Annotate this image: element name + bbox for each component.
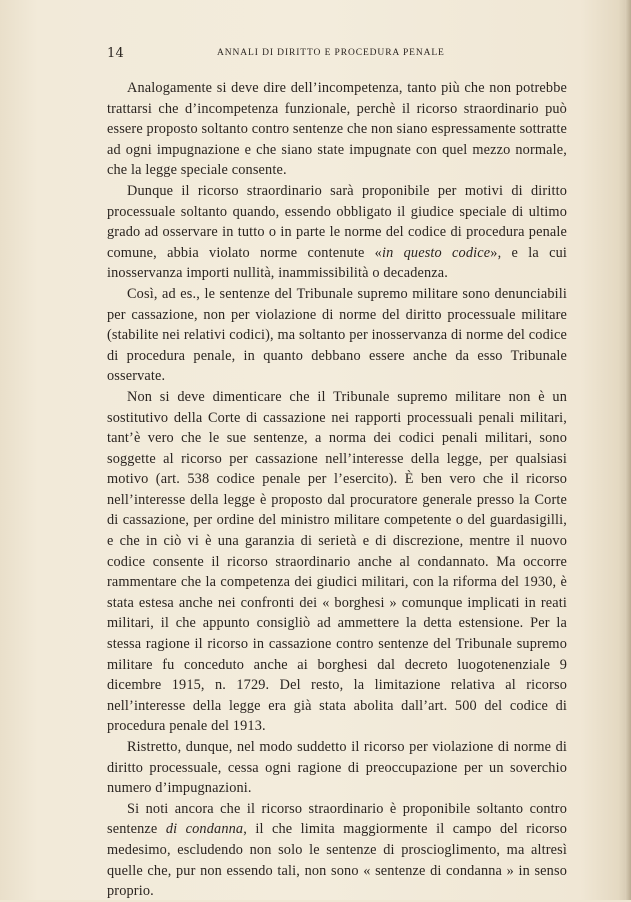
page-edge [625, 0, 631, 900]
paragraph: Così, ad es., le sentenze del Tribunale supremo militare sono denunciabili per cassazione, non per violazione di norme del diritto processuale militare (stabilite nei relativi codici), ma soltanto per inosservanza di norme del codice di procedura penale, in quanto debbano essere anche da esso Tribunale osservate. [107, 285, 567, 385]
paragraph [107, 181, 567, 284]
italic-phrase: di condanna [165, 821, 244, 838]
paragraph [107, 799, 567, 902]
body-text [107, 78, 567, 902]
paragraph: Non si deve dimenticare che il Tribunale supremo militare non è un sostitutivo della Corte di cassazione nei rapporti processuali penali militari, tant’è vero che le sue sentenze, a norma dei codici penali militari, sono soggette al ricorso per cassazione nell’interesse della legge, per qualsiasi motivo (art. 538 codice penale per l’esercito). È ben vero che il ricorso nell’interesse della legge è proposto dal procuratore generale presso la Corte di cassazione, per ordine del ministro militare competente o del guardasigilli, e che in ciò vi è una garanzia di serietà e di discrezione, mentre il nuovo codice consente il ricorso straordinario anche al condannato. Ma occorre rammentare che la competenza dei giudici militari, con la riforma del 1930, è stata estesa anche nei confronti dei « borghesi » comunque implicati in reati militari, il che appunto consigliò ad ammettere la detta estensione. Per la stessa ragione il ricorso in cassazione contro sentenze del Tribunale supremo militare fu conceduto anche ai borghesi dal decreto luogotenenziale 9 dicembre 1915, n. 1729. Del resto, la limitazione relativa al ricorso nell’interesse della legge era già stata abolita dall’art. 500 del codice di procedura penale del 1913. [107, 388, 567, 735]
paragraph-text: Si noti ancora che il ricorso straordinario è proponibile soltanto contro sentenze [107, 800, 567, 838]
paragraph: Analogamente si deve dire dell’incompetenza, tanto più che non potrebbe trattarsi che d’incompetenza funzionale, perchè il ricorso straordinario può essere proposto soltanto contro sentenze che non siano espressamente sottratte ad ogni impugnazione e che siano state impugnate con quel mezzo normale, che la legge speciale consente. [107, 80, 567, 179]
paragraph-text: , il che limita maggiormente il campo del ricorso medesimo, escludendo non solo le sentenze di proscioglimento, ma altresì quelle che, pur non essendo tali, non sono « sentenze di condanna » in senso proprio. [107, 821, 568, 900]
paragraph: Ristretto, dunque, nel modo suddetto il ricorso per violazione di norme di diritto processuale, cessa ogni ragione di preoccupazione per un soverchio numero d’impugnazioni. [107, 739, 567, 797]
page-number: 14 [107, 46, 124, 61]
paragraph-text: Dunque il ricorso straordinario sarà proponibile per motivi di diritto processuale soltanto quando, essendo obbligato il giudice speciale di ultimo grado ad osservare in tutto o in parte le norme del codice di procedura penale comune, abbia violato norme contenute « [107, 182, 567, 261]
running-title: ANNALI DI DIRITTO E PROCEDURA PENALE [217, 48, 445, 58]
italic-phrase: in questo codice [381, 244, 491, 261]
page-header [107, 46, 567, 66]
paragraph-text: », e la cui inosservanza importi nullità, inammissibilità o decadenza. [107, 244, 568, 282]
